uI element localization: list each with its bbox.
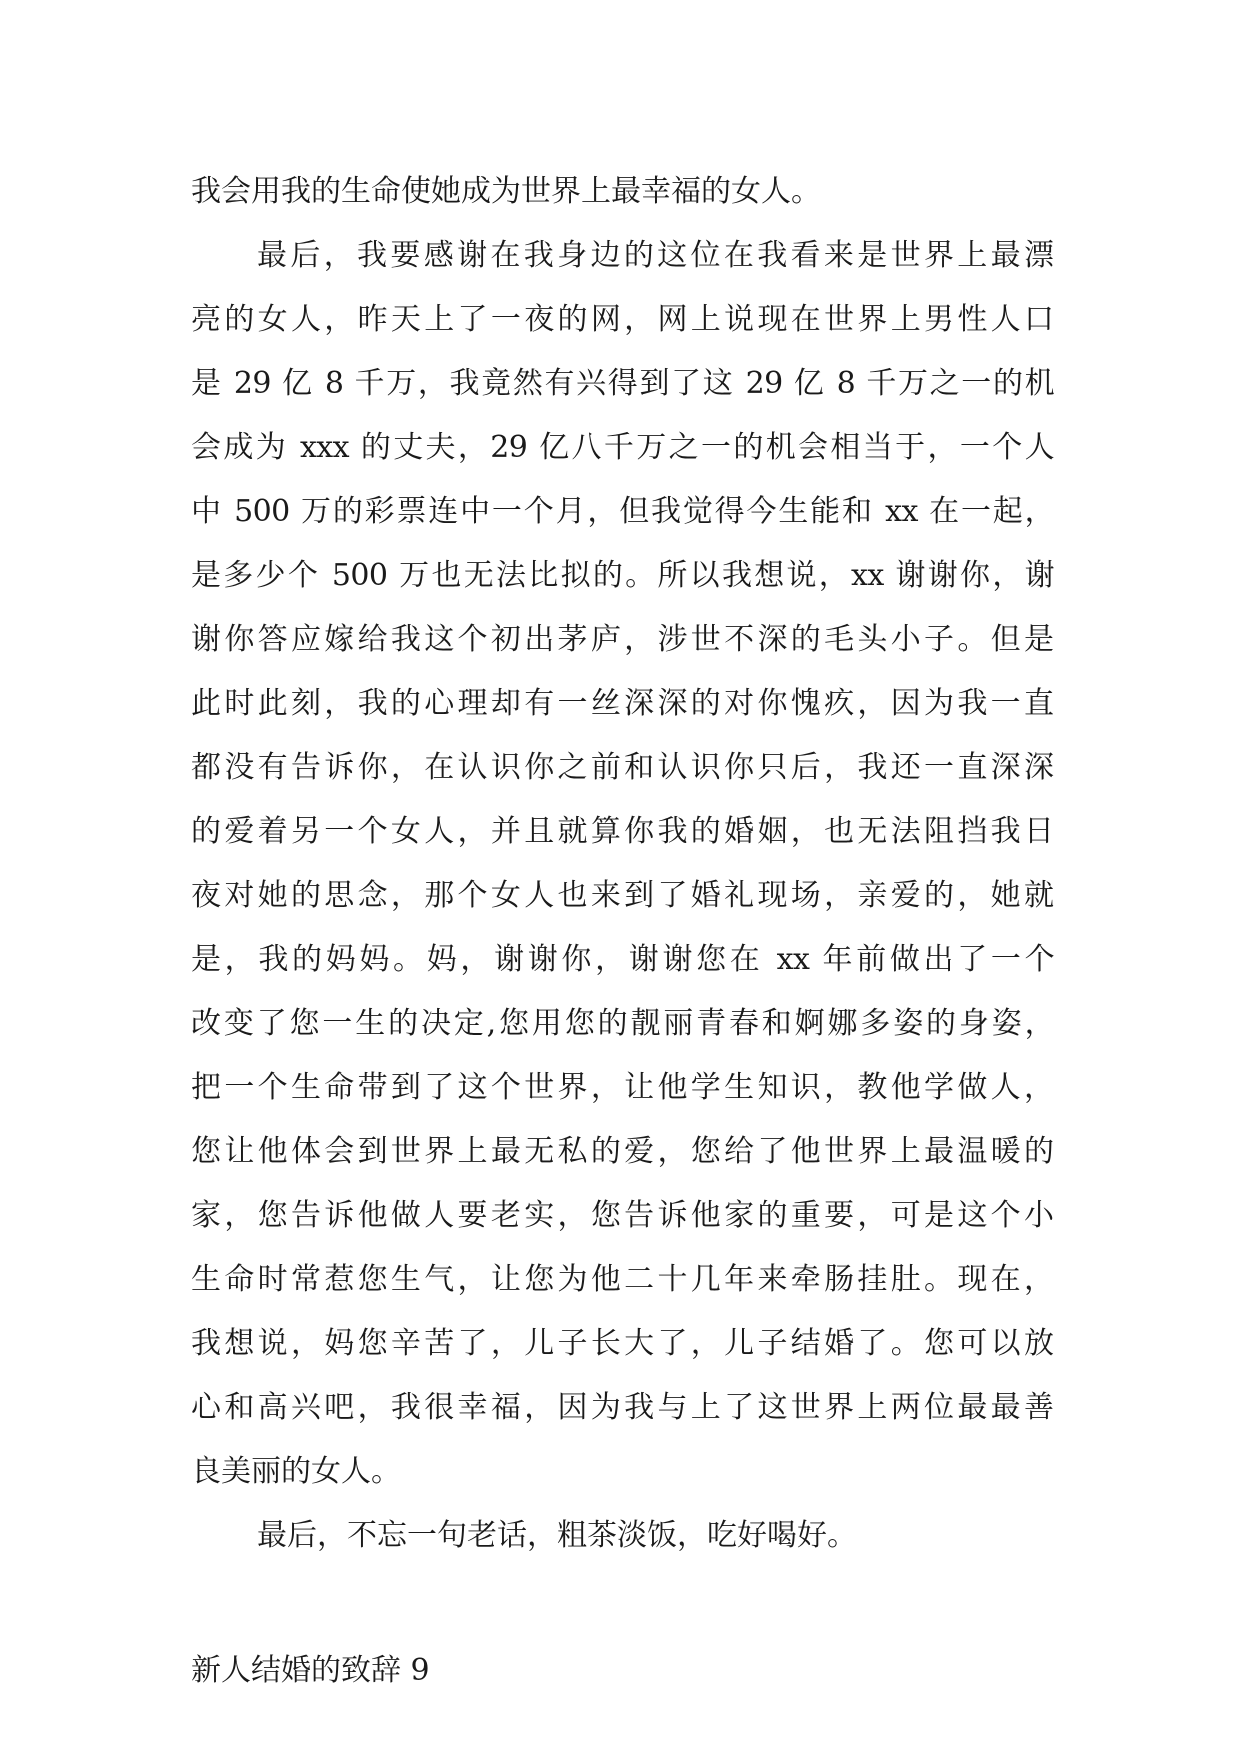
text-line: 谢你答应嫁给我这个初出茅庐，涉世不深的毛头小子。但是 bbox=[191, 622, 1054, 657]
text-line: 我会用我的生命使她成为世界上最幸福的女人。 bbox=[191, 174, 821, 209]
text-line: 亮的女人，昨天上了一夜的网，网上说现在世界上男性人口 bbox=[191, 302, 1054, 337]
text-line: 此时此刻，我的心理却有一丝深深的对你愧疚，因为我一直 bbox=[191, 686, 1054, 721]
text-line: 家，您告诉他做人要老实，您告诉他家的重要，可是这个小 bbox=[191, 1198, 1054, 1233]
text-line: 把一个生命带到了这个世界，让他学生知识，教他学做人， bbox=[191, 1070, 1054, 1105]
text-line: 最后，我要感谢在我身边的这位在我看来是世界上最漂 bbox=[257, 238, 1054, 273]
text-line: 夜对她的思念，那个女人也来到了婚礼现场，亲爱的，她就 bbox=[191, 878, 1054, 913]
text-line: 我想说，妈您辛苦了，儿子长大了，儿子结婚了。您可以放 bbox=[191, 1326, 1054, 1361]
text-line: 您让他体会到世界上最无私的爱，您给了他世界上最温暖的 bbox=[191, 1134, 1054, 1169]
section-heading: 新人结婚的致辞 9 bbox=[191, 1653, 430, 1688]
text-line: 是多少个 500 万也无法比拟的。所以我想说，xx 谢谢你，谢 bbox=[191, 558, 1054, 593]
text-line: 良美丽的女人。 bbox=[191, 1454, 401, 1489]
text-line: 的爱着另一个女人，并且就算你我的婚姻，也无法阻挡我日 bbox=[191, 814, 1054, 849]
text-line: 都没有告诉你，在认识你之前和认识你只后，我还一直深深 bbox=[191, 750, 1054, 785]
text-line: 中 500 万的彩票连中一个月，但我觉得今生能和 xx 在一起， bbox=[191, 494, 1054, 529]
text-line: 最后，不忘一句老话，粗茶淡饭，吃好喝好。 bbox=[257, 1518, 857, 1553]
text-line: 心和高兴吧，我很幸福，因为我与上了这世界上两位最最善 bbox=[191, 1390, 1054, 1425]
text-line: 会成为 xxx 的丈夫，29 亿八千万之一的机会相当于，一个人 bbox=[191, 430, 1054, 465]
document-body bbox=[191, 160, 1054, 1703]
text-line: 改变了您一生的决定,您用您的靓丽青春和婀娜多姿的身姿， bbox=[191, 1006, 1054, 1041]
text-line: 是 29 亿 8 千万，我竟然有兴得到了这 29 亿 8 千万之一的机 bbox=[191, 366, 1054, 401]
paragraph-gap bbox=[191, 1568, 1054, 1639]
text-line: 生命时常惹您生气，让您为他二十几年来牵肠挂肚。现在， bbox=[191, 1262, 1054, 1297]
text-line: 是，我的妈妈。妈，谢谢你，谢谢您在 xx 年前做出了一个 bbox=[191, 942, 1054, 977]
